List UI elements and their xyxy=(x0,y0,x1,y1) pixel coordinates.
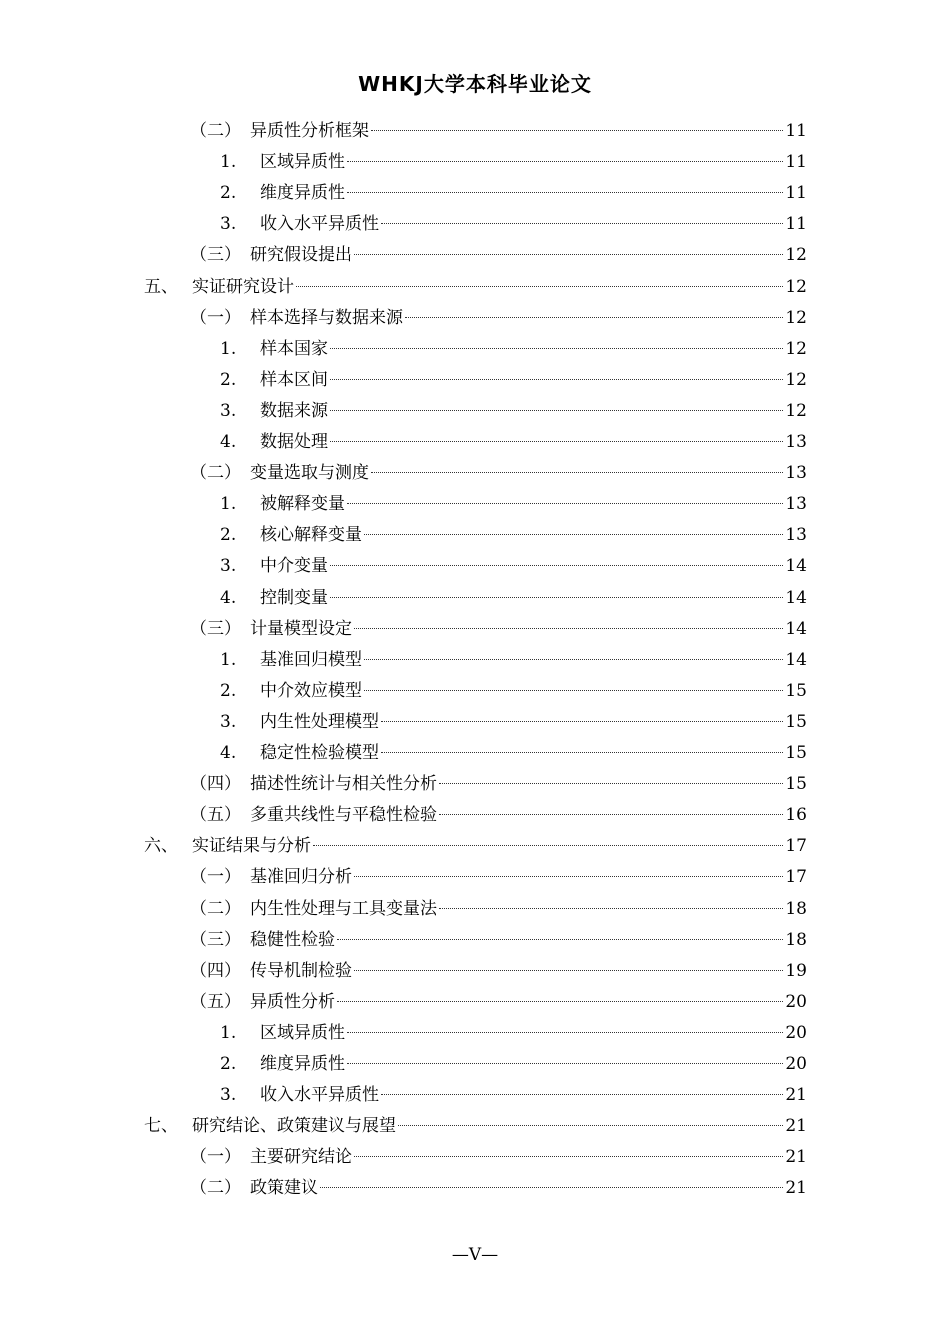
dot-leader xyxy=(439,813,783,815)
toc-entry[interactable] xyxy=(190,240,807,270)
toc-entry-number: 3. xyxy=(220,1085,237,1106)
toc-entry-number: （一） xyxy=(190,1147,241,1168)
dot-leader xyxy=(337,938,783,940)
page-header-title: WHKJ大学本科毕业论文 xyxy=(358,72,592,96)
toc-entry[interactable] xyxy=(190,956,807,986)
toc-entry[interactable] xyxy=(190,303,807,333)
dot-leader xyxy=(354,969,783,971)
dot-leader xyxy=(320,1186,783,1188)
toc-entry[interactable] xyxy=(220,178,807,208)
dot-leader xyxy=(371,129,783,131)
toc-entry-page: 14 xyxy=(785,587,807,608)
dot-leader xyxy=(354,253,783,255)
toc-entry-page: 20 xyxy=(785,1054,807,1074)
toc-entry-page: 14 xyxy=(785,618,807,639)
toc-entry[interactable] xyxy=(190,769,807,799)
toc-entry-page: 21 xyxy=(785,1085,807,1106)
toc-entry[interactable] xyxy=(220,147,807,177)
toc-entry-number: 1. xyxy=(220,338,237,359)
dot-leader xyxy=(381,222,783,224)
toc-entry-page: 16 xyxy=(785,805,807,826)
toc-entry[interactable] xyxy=(144,272,807,302)
toc-entry[interactable] xyxy=(190,987,807,1017)
dot-leader xyxy=(337,1000,783,1002)
dot-leader xyxy=(354,627,783,629)
dot-leader xyxy=(364,533,783,535)
toc-entry[interactable] xyxy=(190,116,807,146)
toc-entry-page: 12 xyxy=(785,369,807,390)
toc-entry[interactable] xyxy=(144,1111,807,1141)
toc-entry-title: 基准回归模型 xyxy=(260,649,362,670)
toc-entry-title: 中介变量 xyxy=(260,556,328,577)
toc-entry[interactable] xyxy=(190,614,807,644)
dot-leader xyxy=(364,689,783,691)
dot-leader xyxy=(347,160,783,162)
dot-leader xyxy=(313,844,783,846)
toc-entry-number: （一） xyxy=(190,867,241,888)
toc-entry[interactable] xyxy=(190,458,807,488)
toc-entry-title: 控制变量 xyxy=(260,587,328,608)
toc-entry-title: 基准回归分析 xyxy=(250,867,352,888)
toc-entry[interactable] xyxy=(220,489,807,519)
toc-entry-number: 1. xyxy=(220,494,237,515)
toc-entry-page: 21 xyxy=(785,1178,807,1199)
toc-entry-page: 14 xyxy=(785,556,807,577)
toc-entry-page: 15 xyxy=(785,774,807,795)
dot-leader xyxy=(364,658,783,660)
toc-entry-title: 收入水平异质性 xyxy=(260,214,379,235)
dot-leader xyxy=(347,191,783,193)
dot-leader xyxy=(381,751,783,753)
dot-leader xyxy=(330,347,783,349)
toc-entry[interactable] xyxy=(220,209,807,239)
toc-entry-number: （三） xyxy=(190,929,241,950)
toc-entry[interactable] xyxy=(220,645,807,675)
toc-entry-page: 18 xyxy=(785,898,807,919)
toc-entry-number: 4. xyxy=(220,432,237,452)
dot-leader xyxy=(405,316,783,318)
toc-entry-page: 19 xyxy=(785,960,807,981)
toc-entry-page: 11 xyxy=(785,152,807,173)
dot-leader xyxy=(439,782,783,784)
toc-entry-number: 2. xyxy=(220,680,237,701)
toc-entry[interactable] xyxy=(190,1142,807,1172)
toc-entry-title: 稳健性检验 xyxy=(250,929,335,950)
toc-entry-page: 20 xyxy=(785,991,807,1012)
toc-entry[interactable] xyxy=(144,831,807,861)
dot-leader xyxy=(354,875,783,877)
dot-leader xyxy=(354,1155,783,1157)
toc-entry[interactable] xyxy=(220,1049,807,1079)
toc-entry-title: 内生性处理模型 xyxy=(260,711,379,732)
toc-entry-number: （二） xyxy=(190,1178,241,1199)
toc-entry-title: 描述性统计与相关性分析 xyxy=(250,774,437,795)
toc-entry-page: 12 xyxy=(785,245,807,266)
toc-entry[interactable] xyxy=(220,707,807,737)
toc-entry-page: 12 xyxy=(785,276,807,297)
dot-leader xyxy=(347,1031,783,1033)
toc-entry-page: 13 xyxy=(785,463,807,484)
toc-entry-title: 稳定性检验模型 xyxy=(260,743,379,763)
toc-entry-number: 五、 xyxy=(144,276,178,297)
toc-entry-title: 收入水平异质性 xyxy=(260,1085,379,1106)
toc-entry-title: 政策建议 xyxy=(250,1178,318,1199)
toc-entry-number: （二） xyxy=(190,463,241,484)
toc-entry-page: 12 xyxy=(785,338,807,359)
toc-entry[interactable] xyxy=(190,800,807,830)
toc-entry-page: 21 xyxy=(785,1116,807,1137)
toc-entry-page: 20 xyxy=(785,1022,807,1043)
dot-leader xyxy=(330,564,783,566)
toc-entry-title: 数据处理 xyxy=(260,432,328,452)
toc-entry-title: 被解释变量 xyxy=(260,494,345,515)
toc-entry-page: 11 xyxy=(785,183,807,204)
dot-leader xyxy=(330,440,783,442)
toc-entry-page: 14 xyxy=(785,649,807,670)
toc-entry[interactable] xyxy=(220,551,807,581)
toc-entry-page: 17 xyxy=(785,836,807,857)
toc-entry-number: 3. xyxy=(220,711,237,732)
dot-leader xyxy=(330,596,783,598)
toc-entry-number: 1. xyxy=(220,649,237,670)
toc-entry-title: 区域异质性 xyxy=(260,1022,345,1043)
toc-entry-title: 内生性处理与工具变量法 xyxy=(250,898,437,919)
toc-entry-number: 3. xyxy=(220,400,237,421)
toc-entry-number: 七、 xyxy=(144,1116,178,1137)
toc-entry-number: 4. xyxy=(220,587,237,608)
toc-entry-number: （五） xyxy=(190,805,241,826)
toc-entry-number: （二） xyxy=(190,898,241,919)
toc-entry-page: 21 xyxy=(785,1147,807,1168)
toc-entry-page: 15 xyxy=(785,711,807,732)
toc-entry-number: （二） xyxy=(190,121,241,141)
toc-entry-page: 13 xyxy=(785,494,807,515)
toc-entry-number: 3. xyxy=(220,556,237,577)
toc-entry-title: 多重共线性与平稳性检验 xyxy=(250,805,437,826)
toc-entry-number: （一） xyxy=(190,307,241,328)
toc-entry-page: 12 xyxy=(785,400,807,421)
toc-entry-page: 11 xyxy=(785,121,807,141)
toc-entry-title: 计量模型设定 xyxy=(250,618,352,639)
dot-leader xyxy=(398,1124,783,1126)
toc-entry-number: 2. xyxy=(220,183,237,204)
toc-entry[interactable] xyxy=(220,738,807,768)
toc-entry-page: 17 xyxy=(785,867,807,888)
toc-entry-title: 样本国家 xyxy=(260,338,328,359)
toc-entry[interactable] xyxy=(220,1018,807,1048)
toc-entry-title: 维度异质性 xyxy=(260,183,345,204)
toc-entry[interactable] xyxy=(190,894,807,924)
toc-entry-title: 实证研究设计 xyxy=(192,276,294,297)
toc-entry-page: 13 xyxy=(785,432,807,452)
toc-entry-number: 3. xyxy=(220,214,237,235)
toc-entry-title: 维度异质性 xyxy=(260,1054,345,1074)
toc-entry-number: 1. xyxy=(220,1022,237,1043)
toc-entry-title: 异质性分析框架 xyxy=(250,121,369,141)
toc-entry-page: 15 xyxy=(785,743,807,763)
toc-entry[interactable] xyxy=(220,334,807,364)
toc-entry[interactable] xyxy=(190,862,807,892)
toc-entry[interactable] xyxy=(220,583,807,613)
toc-entry-page: 12 xyxy=(785,307,807,328)
toc-entry-title: 传导机制检验 xyxy=(250,960,352,981)
toc-entry-title: 中介效应模型 xyxy=(260,680,362,701)
dot-leader xyxy=(381,720,783,722)
toc-entry[interactable] xyxy=(220,396,807,426)
toc-entry-page: 15 xyxy=(785,680,807,701)
toc-entry-number: 2. xyxy=(220,525,237,546)
toc-entry[interactable] xyxy=(190,1173,807,1203)
toc-entry-title: 变量选取与测度 xyxy=(250,463,369,484)
dot-leader xyxy=(347,502,783,504)
toc-entry-number: 1. xyxy=(220,152,237,173)
dot-leader xyxy=(439,907,783,909)
dot-leader xyxy=(381,1093,783,1095)
dot-leader xyxy=(371,471,783,473)
toc-entry-number: （三） xyxy=(190,245,241,266)
toc-entry-title: 主要研究结论 xyxy=(250,1147,352,1168)
toc-entry-number: 2. xyxy=(220,1054,237,1074)
toc-entry-title: 实证结果与分析 xyxy=(192,836,311,857)
dot-leader xyxy=(296,285,783,287)
toc-entry-title: 异质性分析 xyxy=(250,991,335,1012)
toc-entry-number: （四） xyxy=(190,960,241,981)
toc-entry-title: 样本选择与数据来源 xyxy=(250,307,403,328)
toc-entry[interactable] xyxy=(220,1080,807,1110)
toc-entry-number: （四） xyxy=(190,774,241,795)
toc-entry[interactable] xyxy=(190,925,807,955)
toc-entry[interactable] xyxy=(220,427,807,457)
dot-leader xyxy=(330,409,783,411)
toc-entry-page: 13 xyxy=(785,525,807,546)
page-number-footer: —V— xyxy=(451,1245,499,1265)
toc-entry-title: 研究结论、政策建议与展望 xyxy=(192,1116,396,1137)
toc-entry[interactable] xyxy=(220,676,807,706)
toc-entry-title: 数据来源 xyxy=(260,400,328,421)
toc-entry-number: 2. xyxy=(220,369,237,390)
toc-entry-number: （五） xyxy=(190,991,241,1012)
toc-entry-page: 11 xyxy=(785,214,807,235)
dot-leader xyxy=(330,378,783,380)
toc-entry-title: 研究假设提出 xyxy=(250,245,352,266)
toc-entry-title: 样本区间 xyxy=(260,369,328,390)
toc-entry-page: 18 xyxy=(785,929,807,950)
toc-entry-number: （三） xyxy=(190,618,241,639)
dot-leader xyxy=(347,1062,783,1064)
toc-entry-number: 4. xyxy=(220,743,237,763)
toc-entry[interactable] xyxy=(220,365,807,395)
toc-entry-title: 核心解释变量 xyxy=(260,525,362,546)
toc-entry-title: 区域异质性 xyxy=(260,152,345,173)
toc-entry[interactable] xyxy=(220,520,807,550)
toc-entry-number: 六、 xyxy=(144,836,178,857)
